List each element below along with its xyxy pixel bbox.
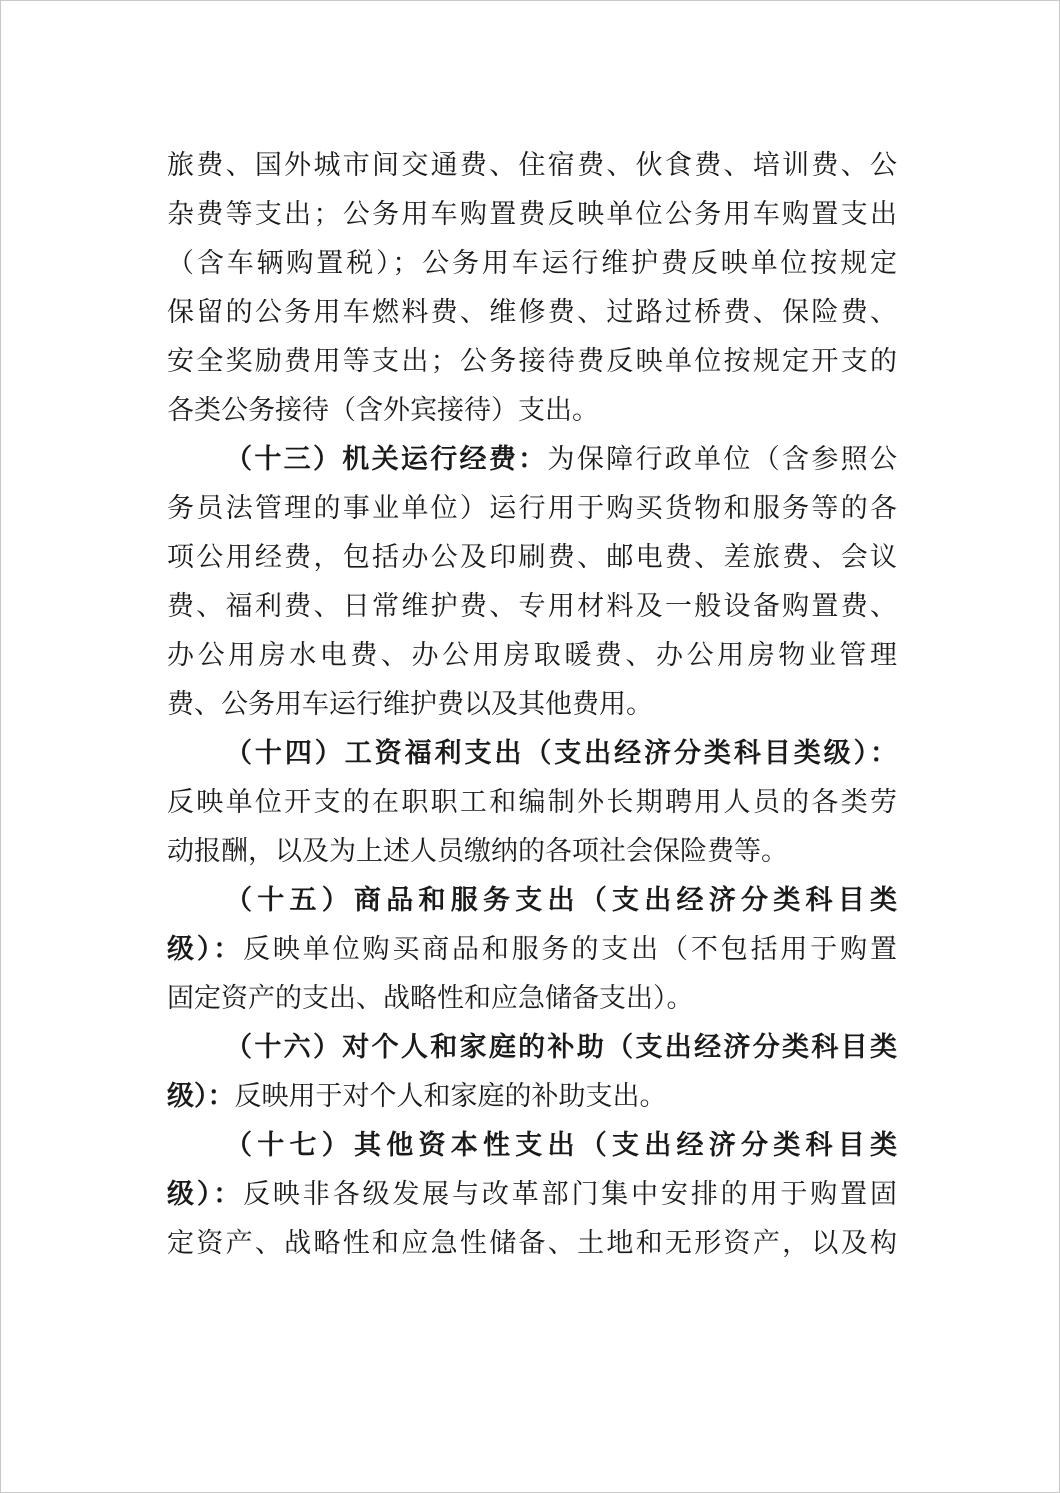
text-line: 各类公务接待（含外宾接待）支出。 [167,395,599,426]
section-16 [167,1023,897,1121]
section-15 [167,876,897,1023]
section-15-second-line [167,925,897,974]
text-line: 项公用经费，包括办公及印刷费、邮电费、差旅费、会议 [167,542,897,573]
section-17 [167,1121,897,1268]
text-line: 定资产、战略性和应急性储备、土地和无形资产，以及构 [167,1228,897,1259]
section-16-second-line [167,1072,897,1121]
section-16-text: 反映用于对个人和家庭的补助支出。 [234,1081,667,1112]
text-line: 费、福利费、日常维护费、专用材料及一般设备购置费、 [167,591,897,622]
section-16-heading-cont: 级）： [167,1081,235,1112]
text-line: 务员法管理的事业单位）运行用于购买货物和服务等的各 [167,493,897,524]
text-line: 保留的公务用车燃料费、维修费、过路过桥费、保险费、 [167,297,897,328]
section-17-heading: （十七）其他资本性支出（支出经济分类科目类 [225,1130,897,1161]
text-line: 反映单位开支的在职职工和编制外长期聘用人员的各类劳 [167,787,897,818]
section-15-text: 反映单位购买商品和服务的支出（不包括用于购置 [243,934,897,965]
text-line: （含车辆购置税）；公务用车运行维护费反映单位按规定 [167,248,897,279]
text-line: 旅费、国外城市间交通费、住宿费、伙食费、培训费、公 [167,150,897,181]
paragraph-continuation [167,141,897,435]
section-17-heading-cont: 级）： [167,1179,244,1210]
section-15-heading: （十五）商品和服务支出（支出经济分类科目类 [225,885,897,916]
section-14 [167,729,897,876]
section-16-heading: （十六）对个人和家庭的补助（支出经济分类科目类 [225,1032,897,1063]
section-14-heading: （十四）工资福利支出（支出经济分类科目类级）： [225,738,897,769]
section-13-first-line [167,435,897,484]
section-17-second-line [167,1170,897,1219]
section-13-text: 为保障行政单位（含参照公 [547,444,897,475]
text-line: 杂费等支出；公务用车购置费反映单位公务用车购置支出 [167,199,897,230]
section-13 [167,435,897,729]
section-15-heading-cont: 级）： [167,934,244,965]
document-body [167,141,897,1268]
section-17-text: 反映非各级发展与改革部门集中安排的用于购置固 [243,1179,897,1210]
text-line: 费、公务用车运行维护费以及其他费用。 [167,689,653,720]
section-13-heading: （十三）机关运行经费： [225,444,548,475]
text-line: 动报酬，以及为上述人员缴纳的各项社会保险费等。 [167,836,788,867]
text-line: 安全奖励费用等支出；公务接待费反映单位按规定开支的 [167,346,897,377]
text-line: 固定资产的支出、战略性和应急储备支出）。 [167,983,694,1014]
text-line: 办公用房水电费、办公用房取暖费、办公用房物业管理 [167,640,897,671]
